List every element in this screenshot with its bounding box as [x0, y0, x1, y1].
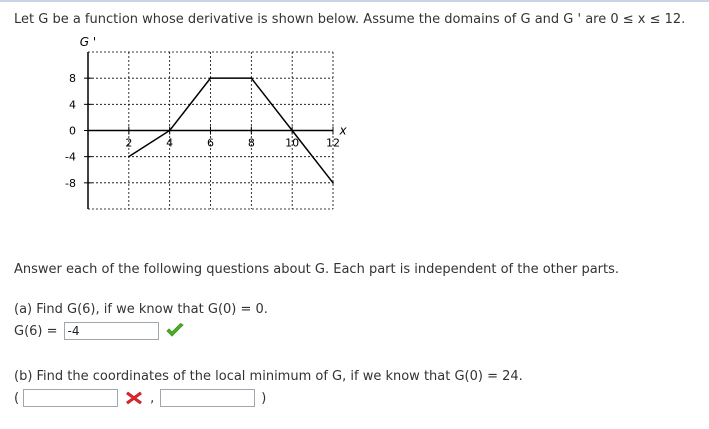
x-tick-label: 2	[125, 136, 133, 150]
instructions-text: Answer each of the following questions about G. Each part is independent of the other parts.	[14, 262, 620, 277]
derivative-graph	[55, 35, 355, 225]
part-a-answer-input[interactable]	[64, 322, 159, 340]
open-paren: (	[14, 390, 20, 406]
part-b-y-input[interactable]	[160, 389, 255, 407]
y-tick-label: 8	[69, 72, 76, 86]
data-point	[332, 182, 334, 184]
part-a-answer-row	[14, 320, 185, 342]
data-point	[128, 156, 130, 158]
data-point	[250, 77, 252, 79]
x-axis-label: x	[339, 123, 347, 138]
y-tick-label: 4	[69, 98, 76, 112]
x-tick-label: 6	[207, 136, 214, 150]
part-b-answer-row	[14, 387, 266, 409]
x-tick-label: 10	[285, 136, 300, 150]
top-rule	[0, 0, 709, 2]
data-point	[169, 130, 171, 132]
part-b-prompt: (b) Find the coordinates of the local minimum of G, if we know that G(0) = 24.	[14, 369, 523, 384]
incorrect-x-icon	[124, 389, 144, 407]
coordinate-comma: ,	[150, 390, 155, 406]
y-tick-label: -4	[65, 150, 76, 164]
part-a-label: G(6) =	[14, 323, 58, 339]
data-point	[291, 130, 293, 132]
graph-axes	[84, 52, 333, 209]
x-tick-label: 4	[166, 136, 174, 150]
part-a-prompt: (a) Find G(6), if we know that G(0) = 0.	[14, 302, 268, 317]
data-point	[210, 77, 212, 79]
y-tick-label: -8	[65, 176, 76, 190]
x-tick-label: 12	[326, 136, 340, 150]
graph-labels	[65, 35, 347, 190]
question-text: Let G be a function whose derivative is shown below. Assume the domains of G and G ' are 0 ≤ x ≤ 12.	[14, 12, 686, 27]
graph-title: G '	[79, 35, 97, 49]
y-tick-label: 0	[69, 124, 76, 138]
close-paren: )	[261, 390, 267, 406]
x-tick-label: 8	[247, 136, 255, 150]
correct-check-icon	[165, 322, 185, 340]
part-b-x-input[interactable]	[23, 389, 118, 407]
